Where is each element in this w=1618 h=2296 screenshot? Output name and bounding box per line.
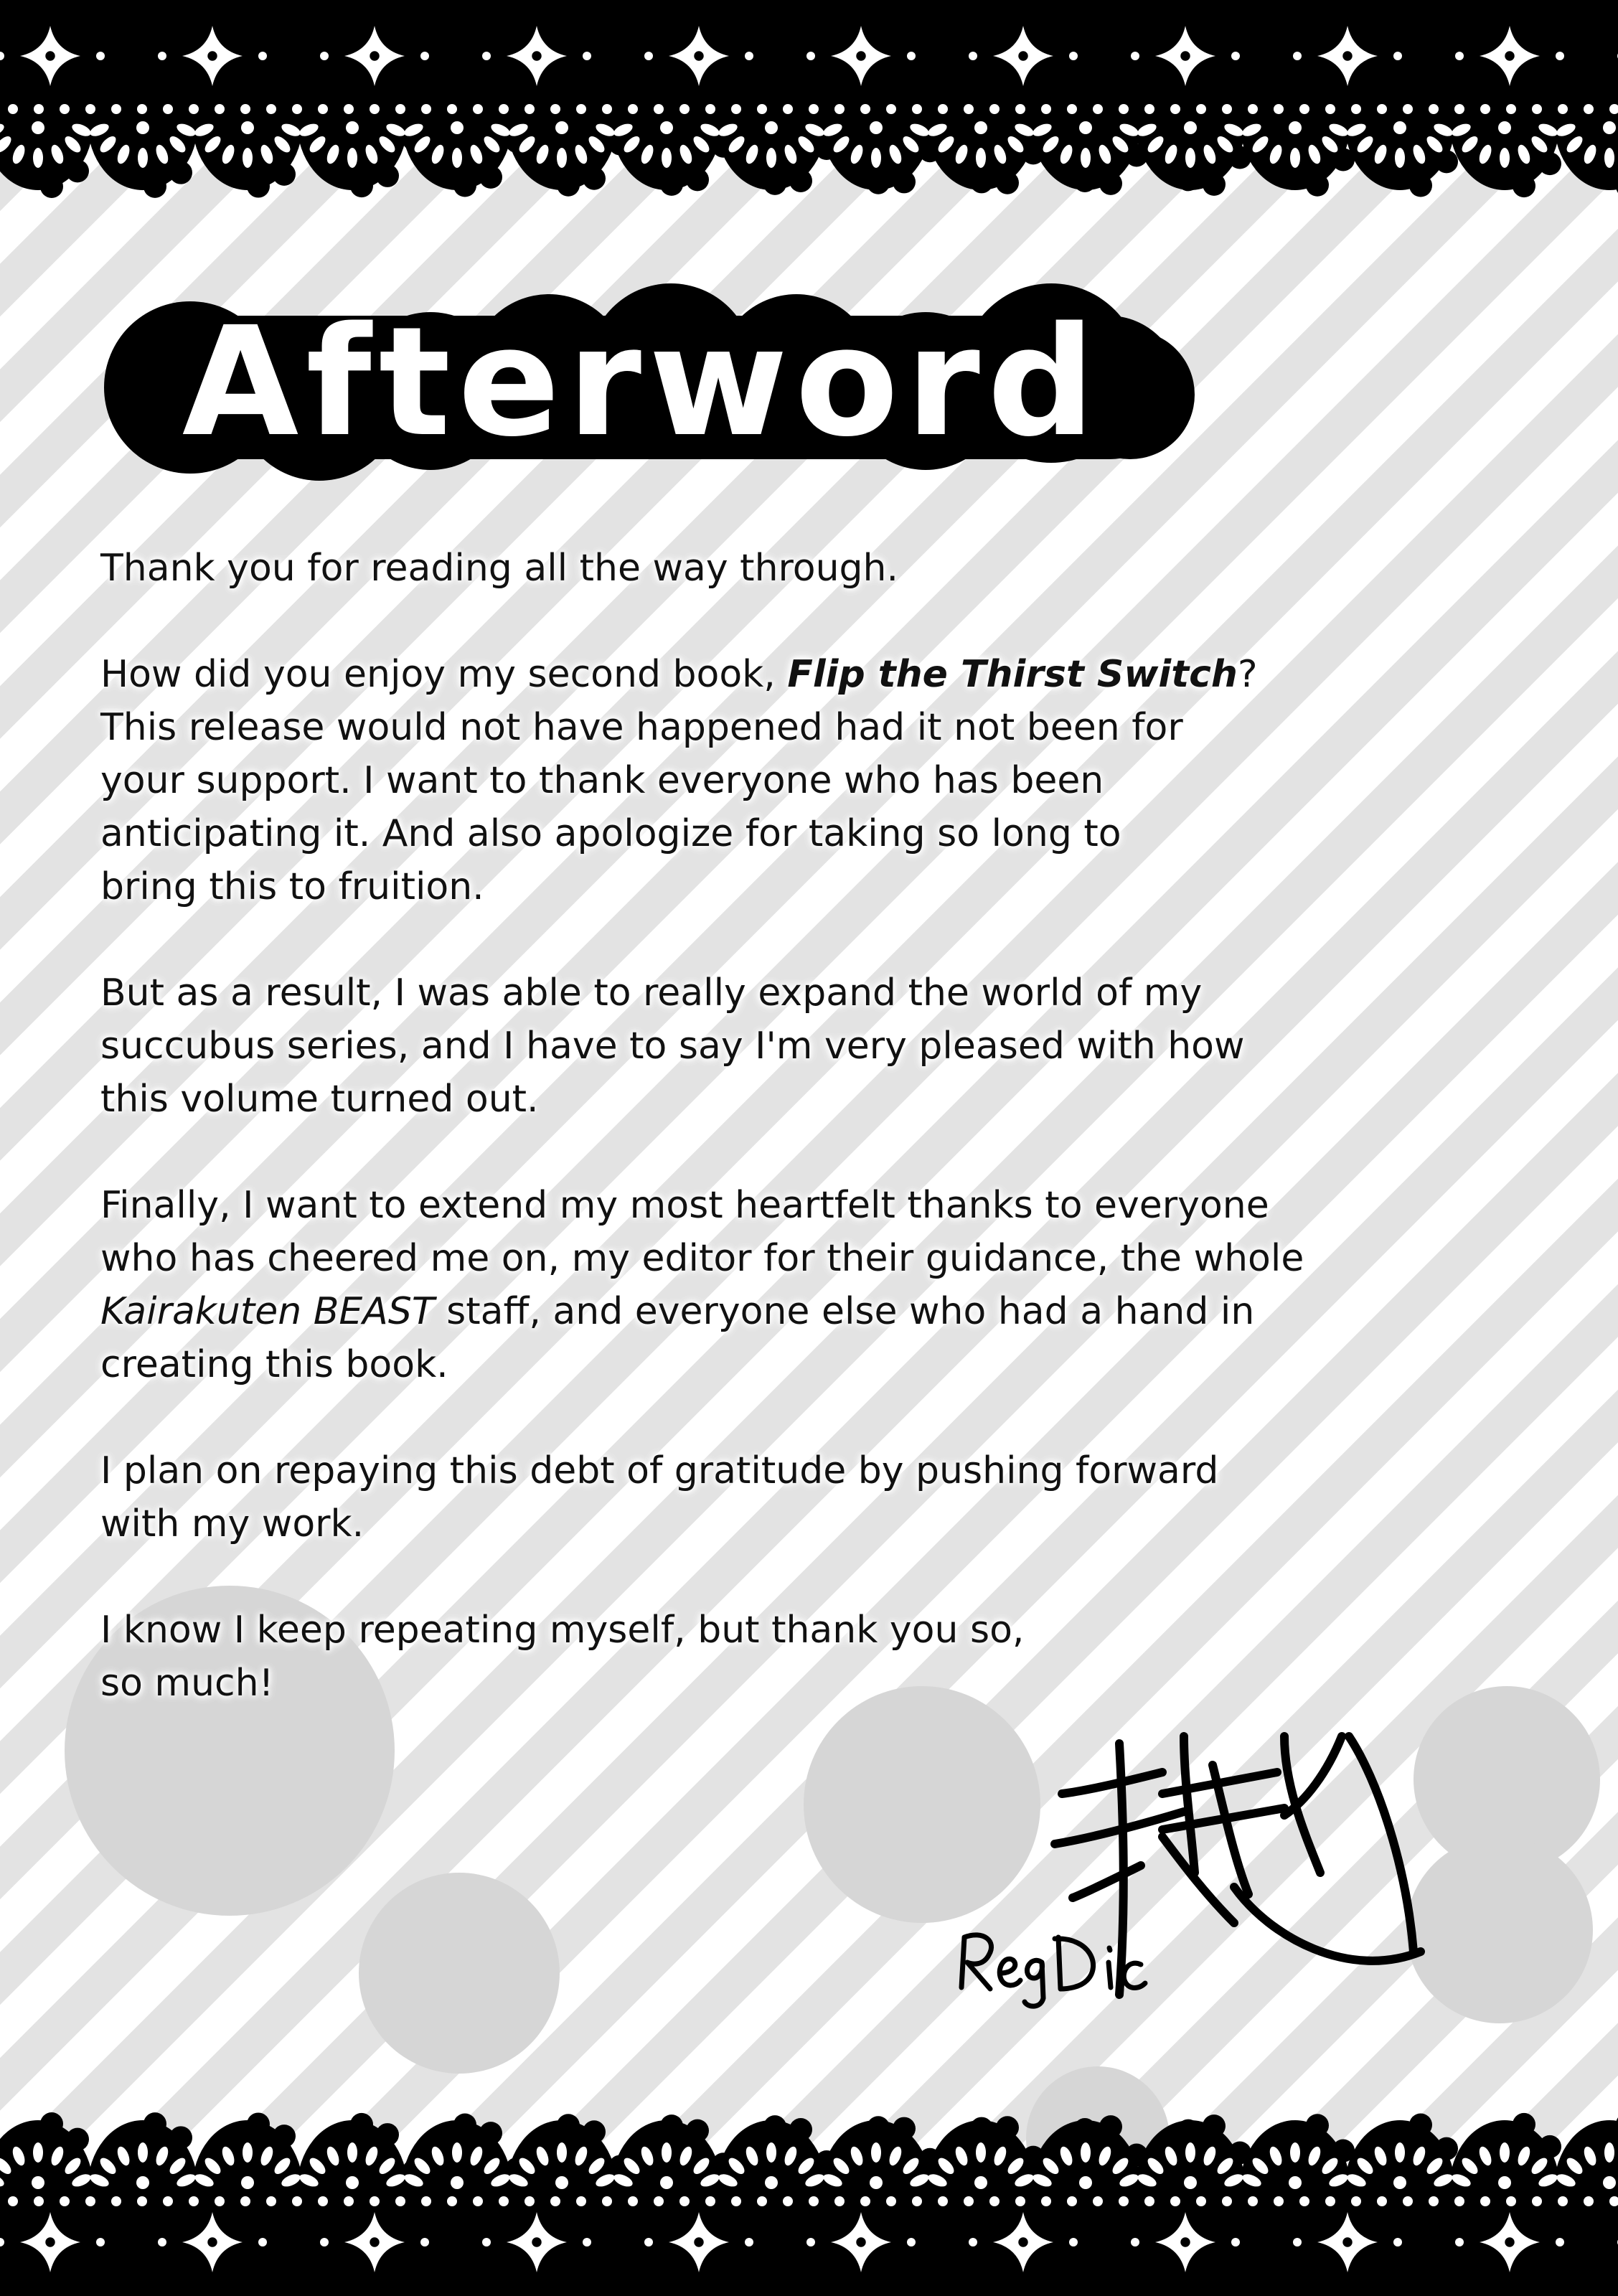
text-segment: succubus series, and I have to say I'm very pleased with how	[100, 1025, 1245, 1068]
text-line	[100, 1073, 1449, 1126]
text-line	[100, 701, 1449, 754]
lace-border-top	[0, 0, 1618, 244]
text-segment: anticipating it. And also apologize for taking so long to	[100, 812, 1121, 855]
lace-border-bottom	[0, 2066, 1618, 2296]
polka-dot	[359, 1873, 560, 2074]
text-segment: creating this book.	[100, 1343, 448, 1386]
text-segment: But as a result, I was able to really expand the world of my	[100, 971, 1203, 1015]
afterword-paragraph	[100, 1179, 1449, 1391]
author-signature	[947, 1722, 1464, 2023]
text-line	[100, 860, 1449, 913]
signature-kanji-icon	[1055, 1736, 1421, 1995]
text-segment: your support. I want to thank everyone who has been	[100, 759, 1104, 802]
text-segment: this volume turned out.	[100, 1078, 539, 1121]
afterword-paragraph	[100, 966, 1449, 1126]
text-segment: who has cheered me on, my editor for their guidance, the whole	[100, 1237, 1304, 1280]
page-title-text: Afterword	[182, 294, 1103, 470]
text-line	[100, 1020, 1449, 1073]
afterword-paragraph	[100, 542, 1449, 595]
text-line	[100, 1657, 1449, 1710]
text-line	[100, 1444, 1449, 1497]
book-title: Kairakuten BEAST	[100, 1290, 435, 1333]
text-segment: staff, and everyone else who had a hand in	[434, 1290, 1255, 1333]
text-line	[100, 1285, 1449, 1338]
text-segment: This release would not have happened had it not been for	[100, 706, 1183, 749]
text-segment: so much!	[100, 1662, 274, 1705]
text-line	[100, 966, 1449, 1020]
text-line	[100, 1497, 1449, 1551]
page-title	[90, 265, 1209, 502]
text-segment: I know I keep repeating myself, but thank you so,	[100, 1609, 1025, 1652]
afterword-paragraph	[100, 1604, 1449, 1710]
text-line	[100, 807, 1449, 860]
text-line	[100, 1604, 1449, 1657]
text-line	[100, 542, 1449, 595]
text-segment: How did you enjoy my second book,	[100, 653, 788, 696]
text-line	[100, 1179, 1449, 1232]
text-segment: Thank you for reading all the way through.	[100, 547, 899, 590]
text-segment: ?	[1237, 653, 1258, 696]
book-title: Flip the Thirst Switch	[787, 653, 1238, 696]
afterword-paragraph	[100, 1444, 1449, 1551]
text-line	[100, 1338, 1449, 1391]
text-line	[100, 1232, 1449, 1285]
text-segment: with my work.	[100, 1502, 364, 1545]
text-segment: Finally, I want to extend my most heartfelt thanks to everyone	[100, 1184, 1269, 1227]
text-line	[100, 754, 1449, 807]
text-segment: I plan on repaying this debt of gratitude by pushing forward	[100, 1449, 1219, 1492]
afterword-paragraph	[100, 648, 1449, 913]
text-line	[100, 648, 1449, 701]
afterword-body	[100, 542, 1449, 1710]
text-segment: bring this to fruition.	[100, 865, 484, 908]
